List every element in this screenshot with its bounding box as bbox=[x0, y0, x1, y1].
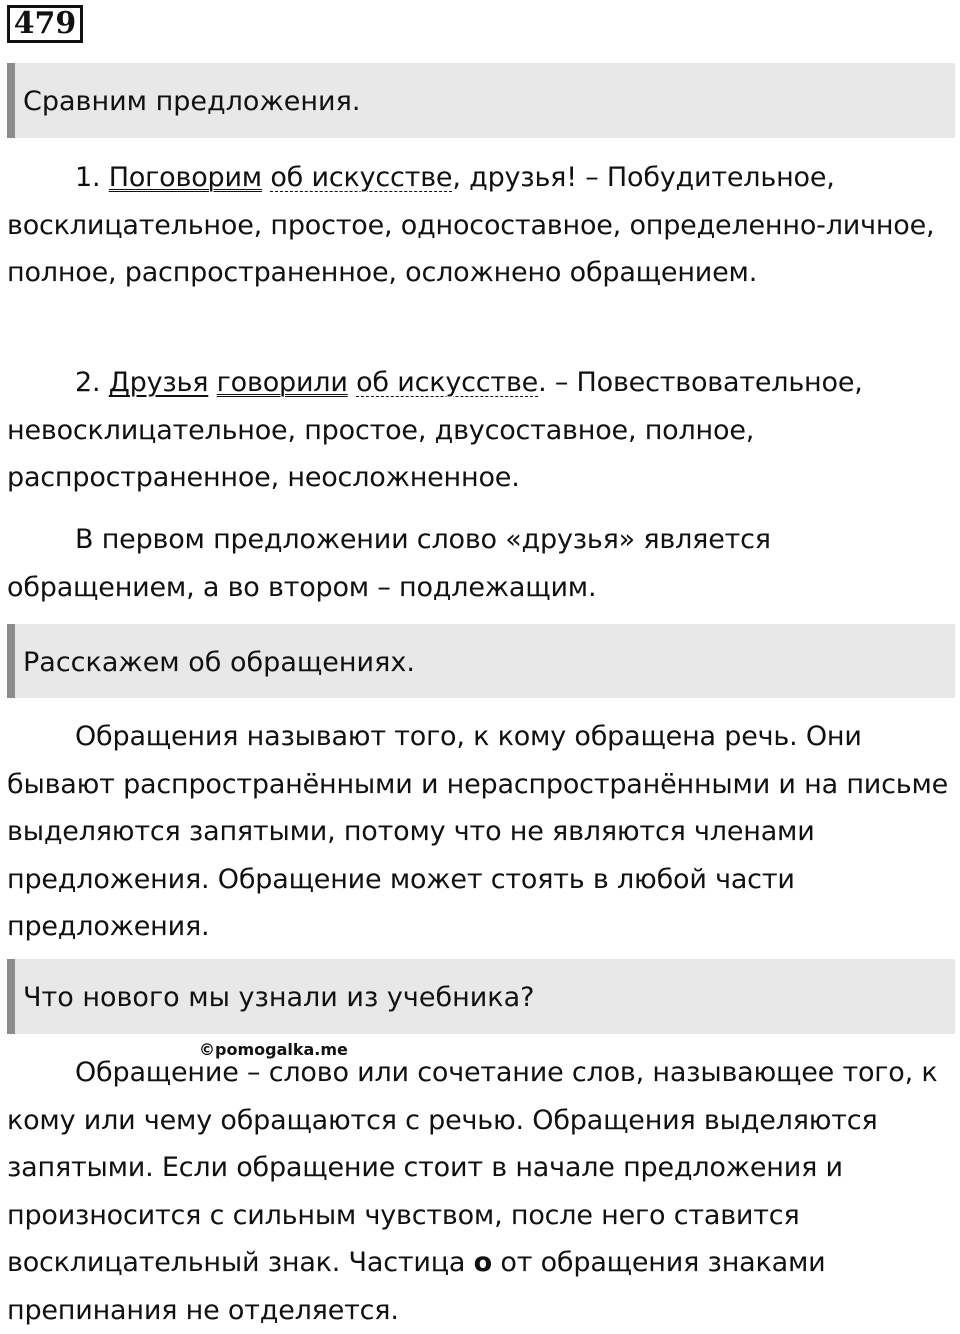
space bbox=[348, 367, 356, 398]
exercise-number: 479 bbox=[7, 5, 83, 43]
sentence-2-predicate: говорили bbox=[216, 367, 348, 398]
section-header-compare-text: Сравним предложения. bbox=[23, 86, 361, 117]
comparison-conclusion bbox=[7, 516, 952, 611]
textbook-paragraph bbox=[7, 1049, 952, 1334]
addresses-text: Обращения называют того, к кому обращена речь. Они бывают распространёнными и нераспространёнными и на письме выделяются запятыми, потому что не являются членами предложения. Обращение может стоять в любой части предложения. bbox=[7, 721, 949, 942]
space bbox=[208, 367, 216, 398]
addresses-paragraph bbox=[7, 713, 952, 951]
particle-o: о bbox=[473, 1247, 492, 1278]
sentence-1-description: , друзья! – Побудительное, восклицательное, простое, односоставное, определенно-личное, полное, распространенное, осложнено обращением. bbox=[7, 162, 935, 288]
textbook-text-start: Обращение – слово или сочетание слов, называющее того, к кому или чему обращаются с речью. Обращения выделяются запятыми. Если обращение стоит в начале предложения и произносится с сильным чувством, после него ставится восклицательный знак. Частица bbox=[7, 1057, 938, 1278]
conclusion-text: В первом предложении слово «друзья» является обращением, а во втором – подлежащим. bbox=[7, 524, 771, 603]
sentence-1-object: об искусстве bbox=[270, 162, 453, 193]
sentence-2-subject: Друзья bbox=[108, 367, 209, 398]
sentence-1-number: 1. bbox=[75, 162, 109, 193]
sentence-2-paragraph bbox=[7, 359, 952, 502]
conclusion-paragraph bbox=[7, 516, 952, 611]
section-header-textbook-text: Что нового мы узнали из учебника? bbox=[23, 982, 535, 1013]
sentence-2-analysis bbox=[7, 359, 952, 502]
sentence-2-number: 2. bbox=[75, 367, 109, 398]
textbook-text-end: от обращения знаками препинания не отделяется. bbox=[7, 1247, 826, 1326]
sentence-1-paragraph bbox=[7, 154, 952, 297]
textbook-rule bbox=[7, 1049, 952, 1334]
section-header-compare bbox=[7, 63, 955, 138]
sentence-1-predicate: Поговорим bbox=[108, 162, 262, 193]
section-header-textbook bbox=[7, 959, 955, 1034]
sentence-2-object: об искусстве bbox=[356, 367, 539, 398]
watermark: ©pomogalka.me bbox=[199, 1040, 348, 1059]
addresses-explanation bbox=[7, 713, 952, 951]
section-header-addresses bbox=[7, 624, 955, 698]
sentence-1-analysis bbox=[7, 154, 952, 297]
section-header-addresses-text: Расскажем об обращениях. bbox=[23, 647, 415, 678]
sentence-2-description: . – Повествовательное, невосклицательное, простое, двусоставное, полное, распространенное, неосложненное. bbox=[7, 367, 863, 493]
